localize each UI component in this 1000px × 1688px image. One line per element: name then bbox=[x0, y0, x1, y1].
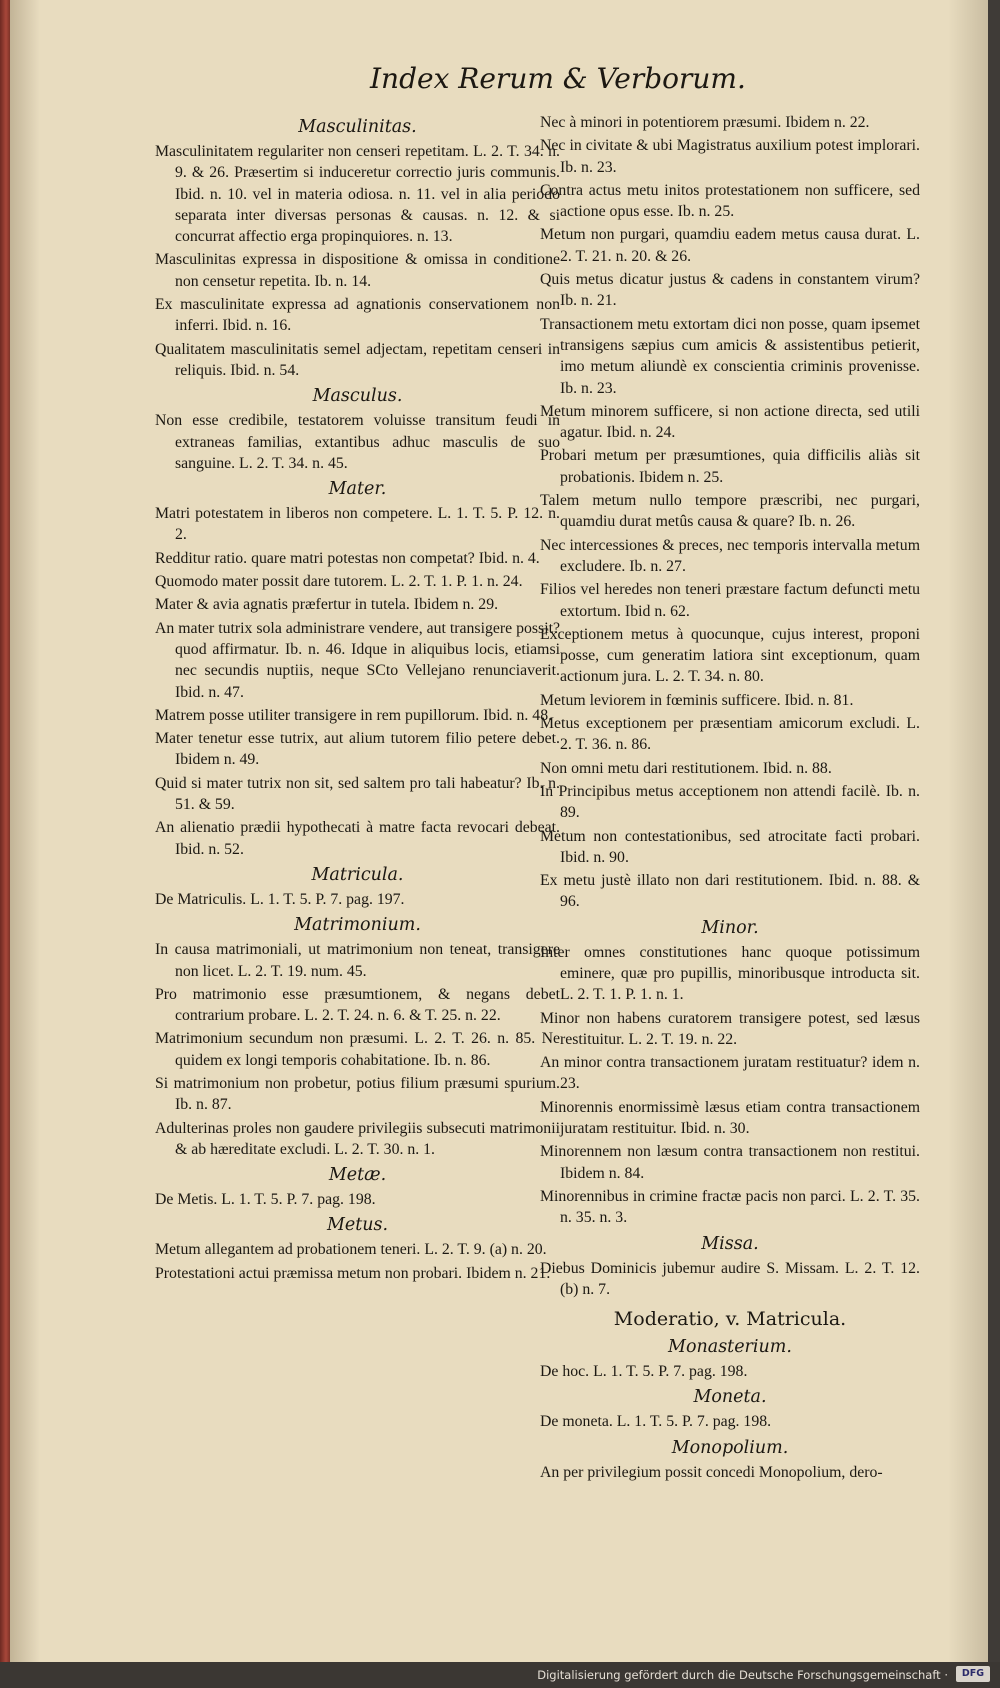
spine-shadow bbox=[10, 0, 40, 1662]
running-head: Index Rerum & Verborum. bbox=[370, 62, 746, 95]
index-entry: De hoc. L. 1. T. 5. P. 7. pag. 198. bbox=[540, 1363, 748, 1381]
index-entry: Metum allegantem ad probationem teneri. L. 2. T. 9. (a) n. 20. bbox=[155, 1241, 547, 1259]
index-entry: Minor non habens curatorem transigere potest, sed læsus restituitur. L. 2. T. 19. n. 22. bbox=[540, 1009, 920, 1048]
index-entry: De Matriculis. L. 1. T. 5. P. 7. pag. 197. bbox=[155, 890, 405, 908]
section-heading: Masculus. bbox=[312, 386, 403, 407]
section-heading: Moderatio, v. Matricula. bbox=[613, 1308, 847, 1331]
index-entry: Talem metum nullo tempore præscribi, nec purgari, quamdiu durat metûs causa & quare? Ib. n. 26. bbox=[540, 492, 920, 531]
section-heading: Monopolium. bbox=[671, 1437, 789, 1458]
section-heading: Metæ. bbox=[328, 1165, 387, 1186]
right-column bbox=[540, 112, 920, 1485]
index-entry: Ex metu justè illato non dari restitutionem. Ibid. n. 88. & 96. bbox=[540, 872, 920, 911]
book-edge bbox=[0, 0, 10, 1688]
index-entry: Masculinitatem regulariter non censeri repetitam. L. 2. T. 34. n. 9. & 26. Præsertim si induceretur correctio juris communis. Ibid. n. 10. vel in materia odiosa. n. 11. vel in alia periodo separata inter diversas personas & causas. n. 12. & si concurrat affectio erga propinquiores. n. 13. bbox=[155, 143, 560, 246]
index-entry: Quis metus dicatur justus & cadens in constantem virum? Ib. n. 21. bbox=[540, 271, 920, 310]
section-heading: Monasterium. bbox=[668, 1337, 792, 1358]
dfg-logo: DFG bbox=[956, 1666, 990, 1682]
index-entry: Metum minorem sufficere, si non actione directa, sed utili agatur. Ibid. n. 24. bbox=[540, 402, 920, 442]
index-entry: Metum non purgari, quamdiu eadem metus causa durat. L. 2. T. 21. n. 20. & 26. bbox=[540, 226, 920, 265]
section-heading: Metus. bbox=[326, 1215, 389, 1236]
index-entry: An per privilegium possit concedi Monopolium, dero- bbox=[540, 1463, 883, 1481]
index-entry: Metus exceptionem per præsentiam amicorum excludi. L. 2. T. 36. n. 86. bbox=[540, 715, 920, 754]
left-column bbox=[155, 112, 560, 1286]
index-entry: Non omni metu dari restitutionem. Ibid. n. 88. bbox=[540, 759, 832, 777]
index-entry: Adulterinas proles non gaudere privilegiis subsecuti matrimonii & ab hæreditate excludi. L. 2. T. 30. n. 1. bbox=[155, 1119, 560, 1158]
index-entry: Quomodo mater possit dare tutorem. L. 2. T. 1. P. 1. n. 24. bbox=[155, 573, 523, 591]
index-entry: Quid si mater tutrix non sit, sed saltem pro tali habeatur? Ib. n. 51. & 59. bbox=[155, 774, 560, 814]
index-entry: An alienatio prædii hypothecati à matre facta revocari debeat. Ibid. n. 52. bbox=[155, 819, 560, 858]
section-heading: Moneta. bbox=[693, 1387, 767, 1408]
index-entry: Metum leviorem in fœminis sufficere. Ibid. n. 81. bbox=[540, 691, 854, 709]
index-entry: In causa matrimoniali, ut matrimonium non teneat, transigere non licet. L. 2. T. 19. num. 45. bbox=[155, 941, 560, 980]
index-entry: Redditur ratio. quare matri potestas non competat? Ibid. n. 4. bbox=[155, 549, 540, 567]
index-entry: Mater tenetur esse tutrix, aut alium tutorem filio petere debet. Ibidem n. 49. bbox=[155, 730, 560, 769]
index-entry: Si matrimonium non probetur, potius filium præsumi spurium. Ib. n. 87. bbox=[155, 1074, 560, 1114]
index-entry: Matrem posse utiliter transigere in rem pupillorum. Ibid. n. 48. bbox=[155, 706, 553, 724]
index-entry: Qualitatem masculinitatis semel adjectam, repetitam censeri in reliquis. Ibid. n. 54. bbox=[155, 340, 560, 379]
index-entry: Diebus Dominicis jubemur audire S. Missam. L. 2. T. 12. (b) n. 7. bbox=[540, 1259, 920, 1298]
index-entry: Minorennem non læsum contra transactionem non restitui. Ibidem n. 84. bbox=[540, 1143, 920, 1182]
index-entry: Matrimonium secundum non præsumi. L. 2. T. 26. n. 85. Ne quidem ex longi temporis cohabitatione. Ib. n. 86. bbox=[155, 1030, 560, 1069]
index-entry: De Metis. L. 1. T. 5. P. 7. pag. 198. bbox=[155, 1191, 376, 1209]
index-entry: Nec intercessiones & preces, nec temporis intervalla metum excludere. Ib. n. 27. bbox=[540, 536, 920, 575]
index-entry: Metum non contestationibus, sed atrocitate facti probari. Ibid. n. 90. bbox=[540, 827, 920, 866]
section-heading: Matrimonium. bbox=[294, 915, 421, 936]
index-entry: Probari metum per præsumtiones, quia difficilis aliàs sit probationis. Ibidem n. 25. bbox=[540, 447, 920, 486]
section-heading: Missa. bbox=[701, 1233, 759, 1254]
index-entry: Exceptionem metus à quocunque, cujus interest, proponi posse, cum generatim latiora sint exceptionum, quam actionum jura. L. 2. T. 34. n. 80. bbox=[540, 625, 920, 686]
page-edge-shadow bbox=[948, 0, 988, 1662]
index-entry: Filios vel heredes non teneri præstare factum defuncti metu extortum. Ibid n. 62. bbox=[540, 581, 920, 620]
index-entry: Inter omnes constitutiones hanc quoque potissimum eminere, quæ pro pupillis, minoribusque introducta sit. L. 2. T. 1. P. 1. n. 1. bbox=[540, 943, 920, 1004]
index-entry: Pro matrimonio esse præsumtionem, & negans debet contrarium probare. L. 2. T. 24. n. 6. & T. 25. n. 22. bbox=[155, 985, 560, 1025]
index-entry: Ex masculinitate expressa ad agnationis conservationem non inferri. Ibid. n. 16. bbox=[155, 296, 560, 335]
index-entry: Transactionem metu extortam dici non posse, quam ipsemet transigens sæpius cum amicis & assistentibus petierit, imo metum aliundè ex conscientia criminis provenisse. Ib. n. 23. bbox=[540, 315, 920, 397]
index-entry: An mater tutrix sola administrare vendere, aut transigere possit? quod affirmatur. Ib. n. 46. Idque in aliquibus locis, etiamsi nec secundis nuptiis, neque SCto Vellejano renunciaverit. Ibid. n. 47. bbox=[155, 619, 560, 701]
footer-credit: Digitalisierung gefördert durch die Deutsche Forschungsgemeinschaft · bbox=[537, 1668, 948, 1682]
index-entry: Masculinitas expressa in dispositione & omissa in conditione non censetur repetita. Ib. n. 14. bbox=[155, 251, 560, 290]
index-entry: Minorennibus in crimine fractæ pacis non parci. L. 2. T. 35. n. 35. n. 3. bbox=[540, 1187, 920, 1227]
index-entry: Matri potestatem in liberos non competere. L. 1. T. 5. P. 12. n. 2. bbox=[155, 505, 560, 544]
section-heading: Minor. bbox=[701, 917, 759, 938]
section-heading: Masculinitas. bbox=[298, 117, 417, 137]
section-heading: Matricula. bbox=[311, 864, 404, 885]
index-entry: Non esse credibile, testatorem voluisse transitum feudi in extraneas familias, extantibus adhuc masculis de suo sanguine. L. 2. T. 34. n. 45. bbox=[155, 412, 560, 472]
index-entry: An minor contra transactionem juratam restituatur? idem n. 23. bbox=[540, 1054, 920, 1093]
index-entry: Nec à minori in potentiorem præsumi. Ibidem n. 22. bbox=[540, 114, 870, 131]
index-entry: Contra actus metu initos protestationem non sufficere, sed actione opus esse. Ib. n. 25. bbox=[540, 181, 920, 221]
index-entry: Minorennis enormissimè læsus etiam contra transactionem juratam restituitur. Ibid. n. 30. bbox=[540, 1098, 920, 1138]
index-entry: Mater & avia agnatis præfertur in tutela. Ibidem n. 29. bbox=[155, 596, 499, 614]
index-entry: Nec in civitate & ubi Magistratus auxilium potest implorari. Ib. n. 23. bbox=[540, 137, 920, 176]
section-heading: Mater. bbox=[328, 479, 387, 500]
index-entry: De moneta. L. 1. T. 5. P. 7. pag. 198. bbox=[540, 1413, 772, 1431]
index-entry: Protestationi actui præmissa metum non probari. Ibidem n. 21. bbox=[155, 1264, 551, 1282]
index-entry: In Principibus metus acceptionem non attendi facilè. Ib. n. 89. bbox=[540, 782, 920, 822]
footer-bar bbox=[0, 1662, 1000, 1688]
